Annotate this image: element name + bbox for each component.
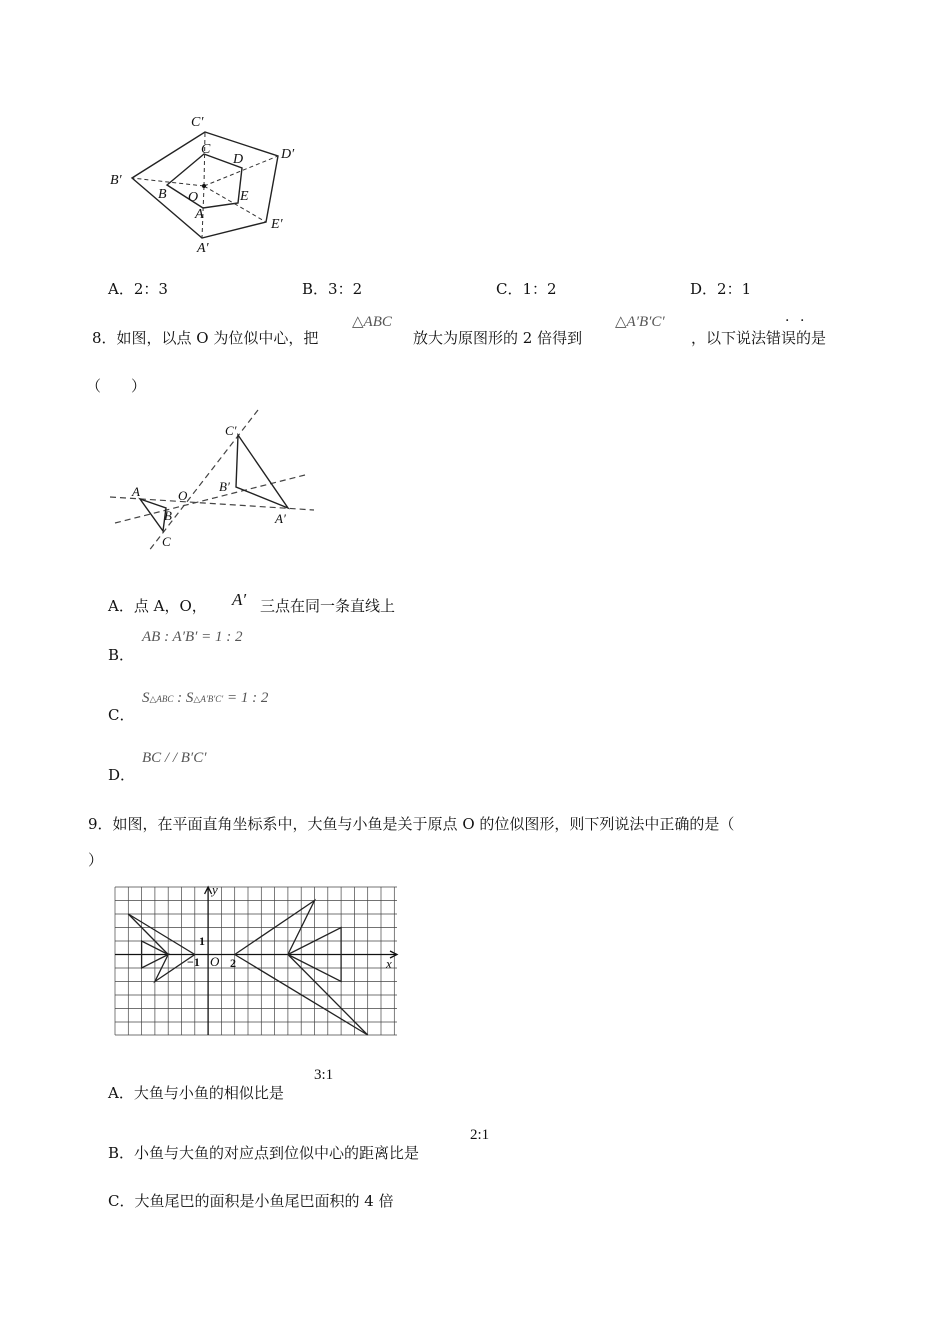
q7-label-o: O [188,190,199,205]
q8-triangle-abc-prime: △A′B′C′ [615,314,665,330]
q9-option-a[interactable]: A．大鱼与小鱼的相似比是 [108,1084,284,1102]
emphasis-dot-2: · [800,313,805,329]
q8-option-b-math: AB : A′B′ = 1 : 2 [142,629,243,645]
q7-label-c: C [201,142,211,157]
q8-triangle-abc: △ABC [352,314,392,330]
q9-tick-neg1: −1 [187,955,200,969]
q9-option-c[interactable]: C．大鱼尾巴的面积是小鱼尾巴面积的 4 倍 [108,1192,394,1210]
q9-stem-line1: 9．如图，在平面直角坐标系中，大鱼与小鱼是关于原点 O 的位似图形，则下列说法中正确的是（ [88,815,735,833]
q9-tick-1: 1 [199,934,205,948]
q8-option-d[interactable]: D． [108,766,136,784]
q8-option-a-math: A′ [232,590,247,609]
q9-small-fish [128,914,195,982]
q9-x-axis-label: x [386,956,392,971]
q7-figure [100,108,320,258]
q8-option-b[interactable]: B． [108,646,135,664]
q7-label-b-prime: B′ [110,173,122,188]
q9-grid [115,887,397,1035]
q8-label-c-prime: C′ [225,423,237,438]
q8-line-cc [148,410,258,552]
q9-option-b[interactable]: B．小鱼与大鱼的对应点到位似中心的距离比是 [108,1144,420,1162]
q8-stem-part1: 8．如图，以点 O 为位似中心，把 [92,329,319,347]
emphasis-dot-1: · [785,313,790,329]
q8-label-b-prime: B′ [219,479,230,494]
q8-label-a-prime: A′ [275,511,286,526]
q7-label-e: E [240,189,249,204]
q8-triangle-small [140,499,166,531]
q9-stem-line2: ） [88,851,104,869]
q8-triangle-big [236,435,288,508]
q8-figure [100,405,330,555]
q7-label-a: A [195,207,204,222]
q7-label-b: B [158,187,167,202]
q9-figure [110,882,410,1042]
q7-label-d-prime: D′ [281,147,295,162]
q9-y-axis-label: y [212,882,218,897]
q8-option-d-math: BC / / B′C′ [142,750,207,766]
q9-option-b-math: 2:1 [470,1127,490,1143]
q8-stem-part2: 放大为原图形的 2 倍得到 [413,329,583,347]
q7-option-d[interactable]: D．2：1 [690,280,752,298]
q8-option-c-math: S△ABC : S△A′B′C′ = 1 : 2 [142,690,269,706]
q8-option-a-suffix: 三点在同一条直线上 [260,597,396,615]
q7-option-b[interactable]: B．3：2 [302,280,363,298]
q7-label-e-prime: E′ [271,217,283,232]
q7-option-a[interactable]: A．2：3 [108,280,168,298]
q8-answer-paren: （ ） [86,377,147,395]
q9-origin-label: O [210,954,220,969]
q8-option-c[interactable]: C． [108,706,135,724]
q8-label-b: B [164,508,172,523]
q7-label-d: D [233,152,244,167]
q7-label-c-prime: C′ [191,115,204,130]
q7-label-a-prime: A′ [197,241,209,256]
q8-label-a: A [132,484,140,499]
q9-option-a-math: 3:1 [314,1067,334,1083]
q8-label-o: O [178,488,188,503]
q8-option-a[interactable]: A．点 A，O， [108,597,207,615]
q9-tick-2: 2 [230,956,236,970]
q7-option-c[interactable]: C．1：2 [496,280,557,298]
q8-emphasis-wrong: 错误 [766,329,797,347]
q8-label-c: C [162,534,171,549]
q8-stem-part3: ，以下说法错误的是 [691,329,827,347]
